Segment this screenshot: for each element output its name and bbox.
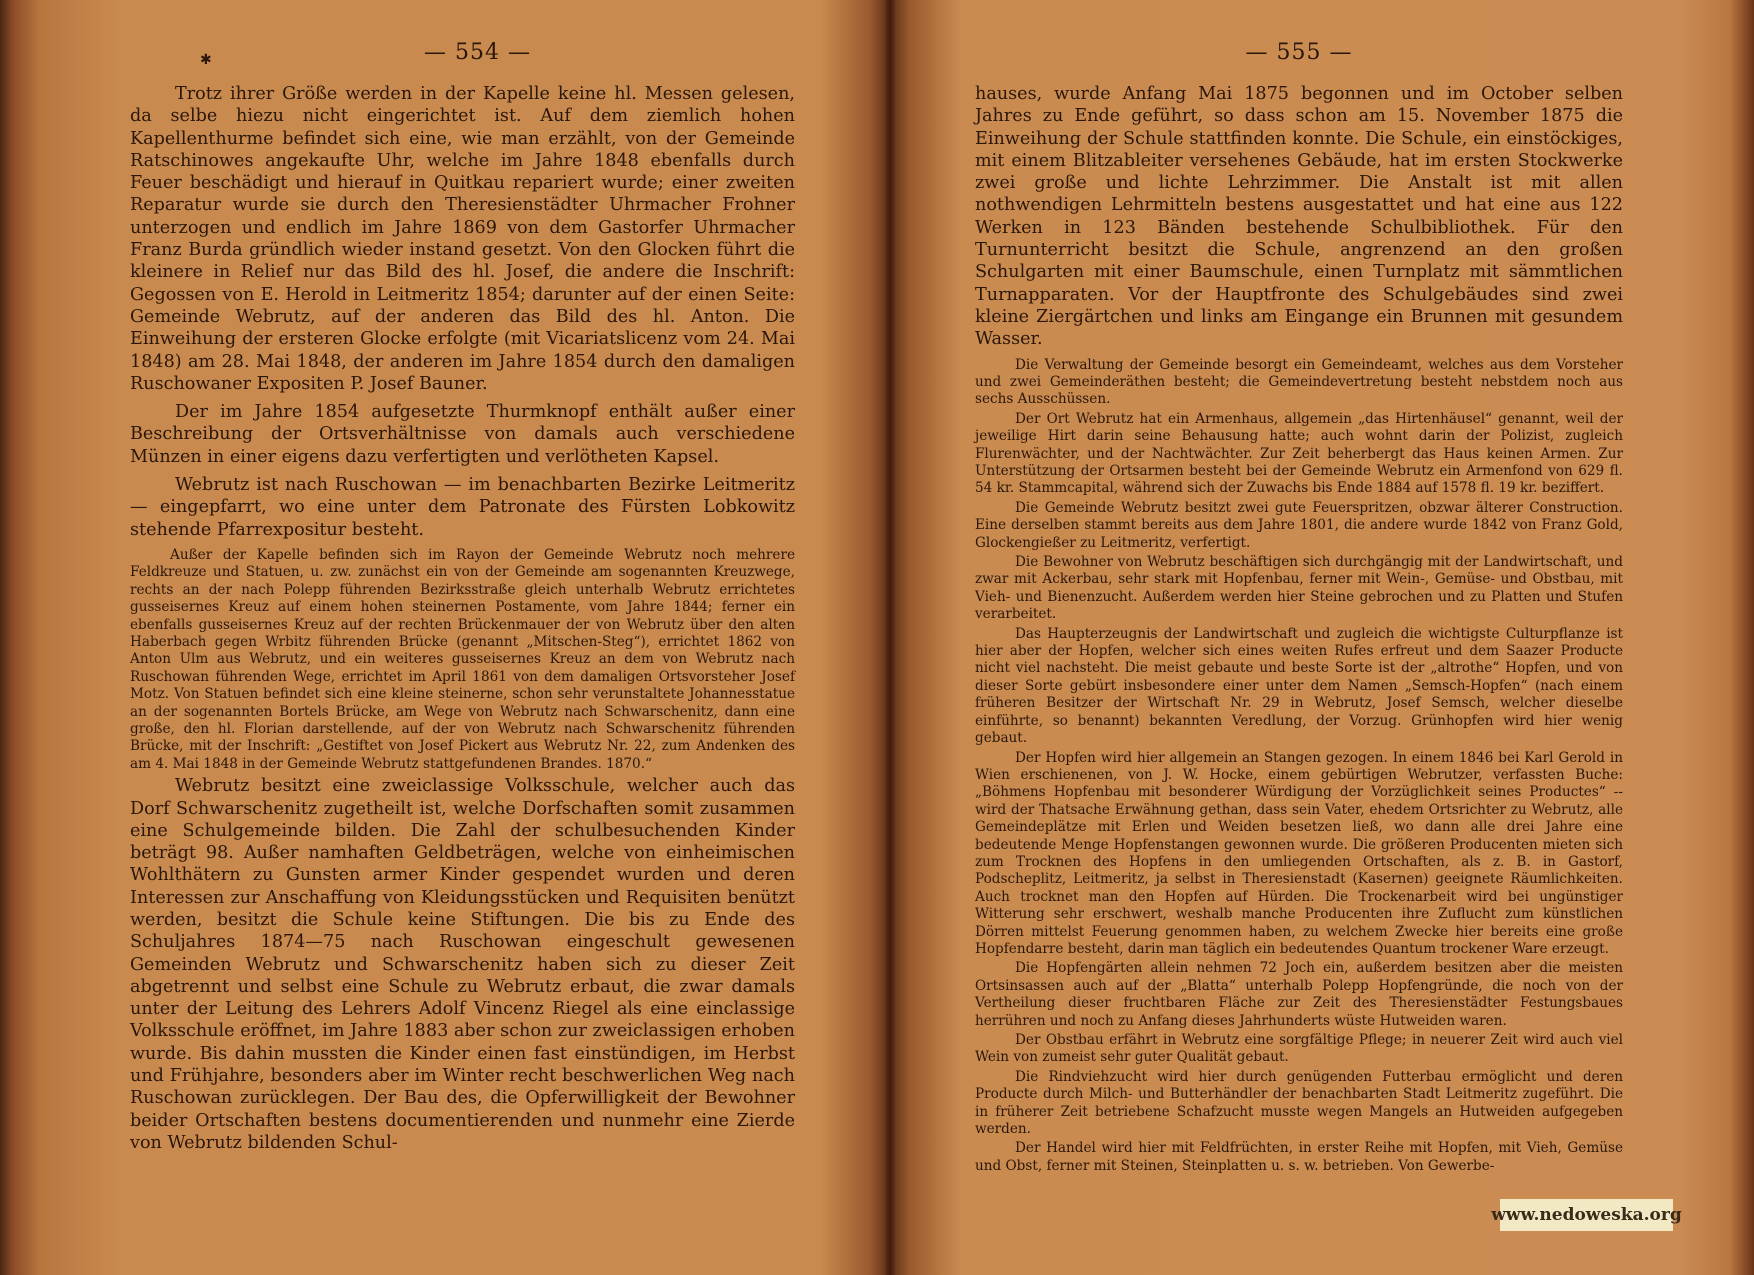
small-paragraph: Die Bewohner von Webrutz beschäftigen sich durchgängig mit der Landwirtschaft, und zwar mit Ackerbau, sehr stark mit Hopfenbau, ferner mit Wein-, Gemüse- und Obstbau, mit Vieh- und Bienenzucht. Außerdem werden hier Steine gebrochen und zu Platten und Stufen verarbeitet. [975,554,1623,623]
small-paragraph: Die Hopfengärten allein nehmen 72 Joch ein, außerdem besitzen aber die meisten Ortsinsassen auch auf der „Blatta“ unterhalb Polepp Hopfengründe, die noch von der Vertheilung dieser fruchtbaren Fläche zur Zeit des Theresienstädter Festungsbaues herrühren und noch zu Anfang dieses Jahrhunderts wüste Hutweiden waren. [975,960,1623,1029]
paragraph: Webrutz ist nach Ruschowan — im benachbarten Bezirke Leitmeritz — eingepfarrt, wo eine unter dem Patronate des Fürsten Lobkowitz stehende Pfarrexpositur besteht. [130,475,795,540]
paragraph: Webrutz besitzt eine zweiclassige Volksschule, welcher auch das Dorf Schwarschenitz zugetheilt ist, welche Dorfschaften somit zusammen eine Schulgemeinde bilden. Die Zahl der schulbesuchenden Kinder beträgt 98. Außer namhaften Geldbeträgen, welche von einheimischen Wohlthätern zu Gunsten armer Kinder gespendet wurden und deren Interessen zur Anschaffung von Kleidungsstücken und Requisiten benützt werden, besitzt die Schule keine Stiftungen. Die bis zu Ende des Schuljahres 1874—75 nach Ruschowan eingeschult gewesenen Gemeinden Webrutz und Schwarschenitz haben sich zu dieser Zeit abgetrennt und selbst eine Schule zu Webrutz erbaut, die zwar damals unter der Leitung des Lehrers Adolf Vincenz Riegel als eine einclassige Volksschule eröffnet, im Jahre 1883 aber schon zur zweiclassigen erhoben wurde. Bis dahin mussten die Kinder einen fast einstündigen, im Herbst und Frühjahre, besonders aber im Winter recht beschwerlichen Weg nach Ruschowan zurücklegen. Der Bau des, die Opferwilligkeit der Bewohner beider Ortschaften bestens documentierenden und nunmehr eine Zierde von Webrutz bildenden Schul- [130,776,795,1153]
paragraph: Der im Jahre 1854 aufgesetzte Thurmknopf enthält außer einer Beschreibung der Ortsverhältnisse von damals auch verschiedene Münzen in einer eigens dazu verfertigten und verlötheten Kapsel. [130,402,795,467]
small-paragraph: Der Hopfen wird hier allgemein an Stangen gezogen. In einem 1846 bei Karl Gerold in Wien erschienenen, von J. W. Hocke, einem gebürtigen Webrutzer, verfassten Buche: „Böhmens Hopfenbau mit besonderer Würdigung der Vorzüglichkeit seines Productes“ -- wird der Thatsache Erwähnung gethan, dass sein Vater, ehedem Ortsrichter zu Webrutz, alle Gemeindeplätze mit Erlen und Weiden besetzen ließ, wo dann alle drei Jahre eine bedeutende Menge Hopfenstangen gewonnen wurde. Die größeren Producenten mieten sich zum Trocknen des Hopfens in den umliegenden Ortschaften, als z. B. in Gastorf, Podscheplitz, Leitmeritz, ja selbst in Theresienstadt (Kasernen) geeignete Räumlichkeiten. Auch trocknet man den Hopfen auf Hürden. Die Trockenarbeit wird bei ungünstiger Witterung sehr erschwert, weshalb manche Producenten ihre Zuflucht zum künstlichen Dörren mittelst Feuerung genommen haben, zu welchem Zwecke hier bereits eine große Hopfendarre besteht, darin man täglich ein bedeutendes Quantum trockener Ware erzeugt. [975,749,1623,957]
small-paragraph: Außer der Kapelle befinden sich im Rayon der Gemeinde Webrutz noch mehrere Feldkreuze und Statuen, u. zw. zunächst ein von der Gemeinde am sogenannten Kreuzwege, rechts an der nach Polepp führenden Bezirksstraße gleich unterhalb Webrutz errichtetes gusseisernes Kreuz auf einem hohen steinernen Postamente, vom Jahre 1844; ferner ein ebenfalls gusseisernes Kreuz auf der rechten Brückenmauer der von Webrutz über den alten Haberbach gegen Wrbitz führenden Brücke (genannt „Mitschen-Steg“), errichtet 1862 von Anton Ulm aus Webrutz, und ein weiteres gusseisernes Kreuz an dem von Webrutz nach Ruschowan führenden Wege, errichtet im April 1861 von dem damaligen Ortsvorsteher Josef Motz. Von Statuen befindet sich eine kleine steinerne, schon sehr verunstaltete Johannesstatue an der sogenannten Bortels Brücke, am Wege von Webrutz nach Schwarschenitz, dann eine große, den hl. Florian darstellende, auf der von Webrutz nach Schwarschenitz führenden Brücke, mit der Inschrift: „Gestiftet von Josef Pickert aus Webrutz Nr. 22, zum Andenken des am 4. Mai 1848 in der Gemeinde Webrutz stattgefundenen Brandes. 1870.“ [130,546,795,772]
small-paragraph: Der Ort Webrutz hat ein Armenhaus, allgemein „das Hirtenhäusel“ genannt, weil der jeweilige Hirt darin seine Behausung hatte; auch wohnt darin der Polizist, zugleich Flurenwächter, und der Nachtwächter. Zur Zeit beherbergt das Haus keinen Armen. Zur Unterstützung der Ortsarmen besteht bei der Gemeinde Webrutz ein Armenfond von 629 fl. 54 kr. Stammcapital, während sich der Zuwachs bis Ende 1884 auf 1578 fl. 19 kr. beziffert. [975,410,1623,497]
left-page-number: — 554 — [424,40,531,65]
small-paragraph: Die Verwaltung der Gemeinde besorgt ein Gemeindeamt, welches aus dem Vorsteher und zwei Gemeinderäthen besteht; die Gemeindevertretung besteht nebstdem noch aus sechs Ausschüssen. [975,356,1623,408]
left-page [130,40,795,1240]
small-paragraph: Der Obstbau erfährt in Webrutz eine sorgfältige Pflege; in neuerer Zeit wird auch viel Wein von zumeist sehr guter Qualität gebaut. [975,1032,1623,1066]
small-paragraph: Die Rindviehzucht wird hier durch genügenden Futterbau ermöglicht und deren Producte durch Milch- und Butterhändler der benachbarten Stadt Leitmeritz zugeführt. Die in früherer Zeit betriebene Schafzucht musste wegen Mangels an Hutweiden aufgegeben werden. [975,1068,1623,1138]
right-page-number: — 555 — [1245,40,1353,65]
small-paragraph: Die Gemeinde Webrutz besitzt zwei gute Feuerspritzen, obzwar älterer Construction. Eine derselben stammt bereits aus dem Jahre 1801, die andere wurde 1842 von Franz Gold, Glockengießer zu Leitmeritz, verfertigt. [975,499,1623,551]
right-page [975,40,1623,1240]
small-paragraph: Das Haupterzeugnis der Landwirtschaft und zugleich die wichtigste Culturpflanze ist hier aber der Hopfen, welcher sich eines weiten Rufes erfreut und dem Saazer Producte nicht viel nachsteht. Die meist gebaute und beste Sorte ist der „altrothe“ Hopfen, und von dieser Sorte gebürt insbesondere einer unter dem Namen „Semsch-Hopfen“ (nach einem früheren Besitzer der Wirtschaft Nr. 29 in Webrutz, Josef Semsch, welcher dieselbe einführte, so benannt) bekannten Veredlung, der Vorzug. Grünhopfen wird hier wenig gebaut. [975,625,1623,747]
paragraph: hauses, wurde Anfang Mai 1875 begonnen und im October selben Jahres zu Ende geführt, so dass schon am 15. November 1875 die Einweihung der Schule stattfinden konnte. Die Schule, ein einstöckiges, mit einem Blitzableiter versehenes Gebäude, hat im ersten Stockwerke zwei große und lichte Lehrzimmer. Die Anstalt ist mit allen nothwendigen Lehrmitteln bestens ausgestattet und hat eine aus 122 Werken in 123 Bänden bestehende Schulbibliothek. Für den Turnunterricht besitzt die Schule, angrenzend an den großen Schulgarten mit einer Baumschule, einen Turnplatz mit sämmtlichen Turnapparaten. Vor der Hauptfronte des Schulgebäudes sind zwei kleine Ziergärtchen und links am Eingange ein Brunnen mit gesundem Wasser. [975,84,1623,350]
book-spine [884,0,896,1275]
paragraph: Trotz ihrer Größe werden in der Kapelle keine hl. Messen gelesen, da selbe hiezu nicht eingerichtet ist. Auf dem ziemlich hohen Kapellenthurme befindet sich eine, wie man erzählt, von der Gemeinde Ratschinowes angekaufte Uhr, welche im Jahre 1848 ebenfalls durch Feuer beschädigt und hierauf in Quitkau repariert wurde; einer zweiten Reparatur wurde sie durch den Theresienstädter Uhrmacher Frohner unterzogen und endlich im Jahre 1869 von dem Gastorfer Uhrmacher Franz Burda gründlich wieder instand gesetzt. Von den Glocken führt die kleinere in Relief nur das Bild des hl. Josef, die andere die Inschrift: Gegossen von E. Herold in Leitmeritz 1854; darunter auf der einen Seite: Gemeinde Webrutz, auf der anderen das Bild des hl. Anton. Die Einweihung der ersteren Glocke erfolgte (mit Vicariatslicenz vom 24. Mai 1848) am 28. Mai 1848, der anderen im Jahre 1854 durch den damaligen Ruschowaner Expositen P. Josef Bauner. [130,84,795,394]
watermark-label: www.nedoweska.org [1500,1199,1673,1231]
small-paragraph: Der Handel wird hier mit Feldfrüchten, in erster Reihe mit Hopfen, mit Vieh, Gemüse und Obst, ferner mit Steinen, Steinplatten u. s. w. betrieben. Von Gewerbe- [975,1140,1623,1174]
page-mark: ✱ [200,52,212,68]
